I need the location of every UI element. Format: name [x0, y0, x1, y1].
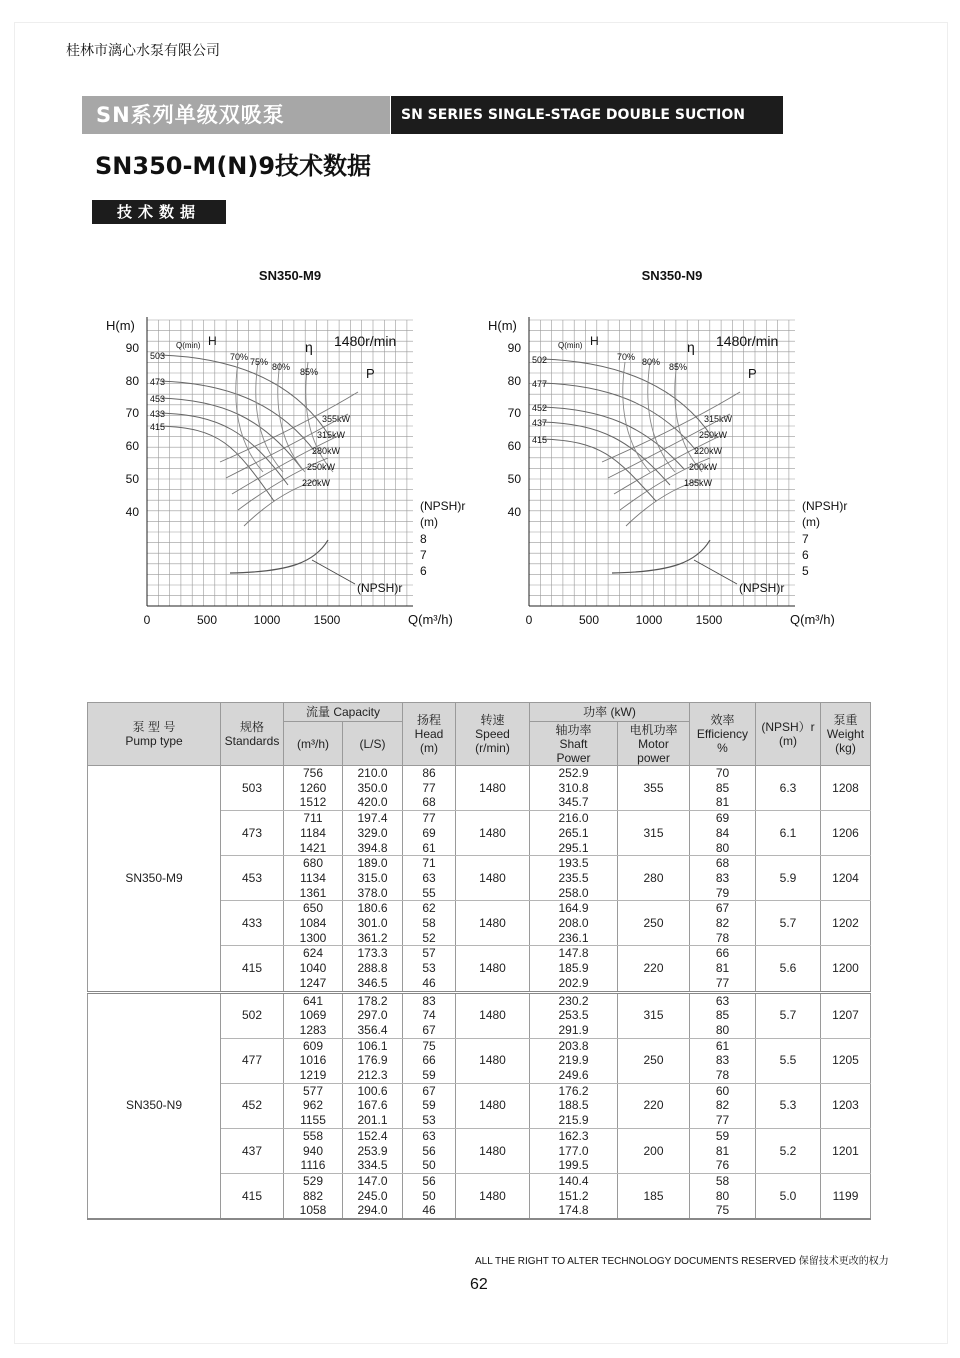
weight-cell: 1208	[821, 766, 871, 811]
diameter-label: 477	[532, 379, 548, 389]
npsh-axis-label: (NPSH)r	[420, 499, 466, 513]
npsh-tick-label: 7	[802, 532, 809, 546]
npsh-tick-label: 6	[420, 564, 427, 578]
standard-cell: 502	[221, 992, 284, 1038]
h-curve-label: H	[590, 334, 599, 348]
motor-power-cell: 220	[618, 946, 690, 992]
speed-cell: 1480	[456, 1038, 530, 1083]
motor-power-cell: 355	[618, 766, 690, 811]
speed-label: 1480r/min	[716, 333, 779, 349]
col-cap-ls: (L/S)	[343, 722, 403, 766]
shaft-power-cell: 203.8 219.9 249.6	[530, 1038, 618, 1083]
col-head: 扬程 Head (m)	[403, 703, 456, 766]
h-tick-label: 40	[507, 505, 521, 519]
npsh-unit-label: (m)	[802, 515, 820, 529]
col-efficiency: 效率 Efficiency %	[690, 703, 756, 766]
capacity-m3h-cell: 529 882 1058	[284, 1173, 343, 1219]
speed-cell: 1480	[456, 856, 530, 901]
q-tick-label: 1500	[695, 613, 723, 627]
npsh-curve	[612, 540, 710, 573]
q-tick-label: 1000	[635, 613, 663, 627]
efficiency-cell: 69 84 80	[690, 811, 756, 856]
head-cell: 62 58 52	[403, 901, 456, 946]
page-number: 62	[470, 1276, 488, 1293]
head-curve-433	[160, 413, 288, 485]
efficiency-cell: 66 81 77	[690, 946, 756, 992]
npsh-cell: 5.3	[756, 1083, 821, 1128]
col-standards: 规格 Standards	[221, 703, 284, 766]
npsh-unit-label: (m)	[420, 515, 438, 529]
motor-power-cell: 250	[618, 1038, 690, 1083]
efficiency-cell: 58 80 75	[690, 1173, 756, 1219]
head-cell: 83 74 67	[403, 992, 456, 1038]
h-tick-label: 80	[125, 374, 139, 388]
power-curve-label: P	[366, 366, 375, 381]
motor-power-cell: 185	[618, 1173, 690, 1219]
h-tick-label: 80	[507, 374, 521, 388]
standard-cell: 503	[221, 766, 284, 811]
capacity-m3h-cell: 756 1260 1512	[284, 766, 343, 811]
q-tick-label: 1000	[253, 613, 281, 627]
performance-chart-n9	[482, 262, 862, 634]
col-speed: 转速 Speed (r/min)	[456, 703, 530, 766]
npsh-tick-label: 5	[802, 564, 809, 578]
capacity-ls-cell: 178.2 297.0 356.4	[343, 992, 403, 1038]
efficiency-label: 80%	[272, 362, 291, 372]
npsh-cell: 6.3	[756, 766, 821, 811]
head-curve-452	[542, 407, 684, 469]
shaft-power-cell: 230.2 253.5 291.9	[530, 992, 618, 1038]
head-cell: 67 59 53	[403, 1083, 456, 1128]
capacity-ls-cell: 173.3 288.8 346.5	[343, 946, 403, 992]
q-tick-label: 500	[578, 613, 600, 627]
efficiency-label: 85%	[669, 362, 688, 372]
qmin-label: Q(min)	[176, 341, 201, 350]
efficiency-cell: 70 85 81	[690, 766, 756, 811]
speed-cell: 1480	[456, 992, 530, 1038]
capacity-ls-cell: 152.4 253.9 334.5	[343, 1128, 403, 1173]
shaft-power-cell: 252.9 310.8 345.7	[530, 766, 618, 811]
capacity-m3h-cell: 558 940 1116	[284, 1128, 343, 1173]
diameter-label: 415	[150, 422, 166, 432]
weight-cell: 1200	[821, 946, 871, 992]
diameter-label: 502	[532, 355, 548, 365]
col-motor-power: 电机功率 Motor power	[618, 722, 690, 766]
efficiency-cell: 59 81 76	[690, 1128, 756, 1173]
q-axis-label: Q(m³/h)	[408, 612, 453, 627]
npsh-curve-label: (NPSH)r	[357, 581, 403, 595]
capacity-ls-cell: 106.1 176.9 212.3	[343, 1038, 403, 1083]
capacity-ls-cell: 100.6 167.6 201.1	[343, 1083, 403, 1128]
capacity-m3h-cell: 711 1184 1421	[284, 811, 343, 856]
shaft-power-cell: 176.2 188.5 215.9	[530, 1083, 618, 1128]
shaft-power-cell: 162.3 177.0 199.5	[530, 1128, 618, 1173]
power-label: 280kW	[312, 446, 341, 456]
capacity-ls-cell: 189.0 315.0 378.0	[343, 856, 403, 901]
chart-title: SN350-N9	[641, 268, 703, 283]
col-cap-m3h: (m³/h)	[284, 722, 343, 766]
col-shaft-power: 轴功率 Shaft Power	[530, 722, 618, 766]
weight-cell: 1206	[821, 811, 871, 856]
efficiency-label: 80%	[642, 357, 661, 367]
speed-label: 1480r/min	[334, 333, 397, 349]
h-tick-label: 70	[125, 406, 139, 420]
h-tick-label: 40	[125, 505, 139, 519]
power-curve-label: P	[748, 366, 757, 381]
head-cell: 57 53 46	[403, 946, 456, 992]
head-cell: 56 50 46	[403, 1173, 456, 1219]
speed-cell: 1480	[456, 811, 530, 856]
weight-cell: 1204	[821, 856, 871, 901]
shaft-power-cell: 140.4 151.2 174.8	[530, 1173, 618, 1219]
diameter-label: 452	[532, 403, 548, 413]
efficiency-curve-label: η	[305, 339, 313, 355]
speed-cell: 1480	[456, 901, 530, 946]
qmin-label: Q(min)	[558, 341, 583, 350]
footer-note: ALL THE RIGHT TO ALTER TECHNOLOGY DOCUMENTS RESERVED 保留技术更改的权力	[475, 1256, 889, 1267]
shaft-power-cell: 193.5 235.5 258.0	[530, 856, 618, 901]
power-label: 200kW	[689, 462, 718, 472]
series-banner-cn: SN系列单级双吸泵	[82, 96, 390, 134]
head-cell: 75 66 59	[403, 1038, 456, 1083]
chart-title: SN350-M9	[258, 268, 322, 283]
speed-cell: 1480	[456, 1173, 530, 1219]
weight-cell: 1203	[821, 1083, 871, 1128]
table-row	[88, 766, 871, 811]
npsh-tick-label: 7	[420, 548, 427, 562]
series-banner-en: SN SERIES SINGLE-STAGE DOUBLE SUCTION PUMPS	[391, 96, 783, 134]
weight-cell: 1199	[821, 1173, 871, 1219]
efficiency-label: 85%	[300, 367, 319, 377]
npsh-tick-label: 6	[802, 548, 809, 562]
capacity-m3h-cell: 650 1084 1300	[284, 901, 343, 946]
standard-cell: 437	[221, 1128, 284, 1173]
weight-cell: 1201	[821, 1128, 871, 1173]
npsh-cell: 5.5	[756, 1038, 821, 1083]
diameter-label: 453	[150, 394, 166, 404]
efficiency-label: 70%	[230, 352, 249, 362]
npsh-tick-label: 8	[420, 532, 427, 546]
col-capacity: 流量 Capacity	[284, 703, 403, 722]
head-curve-415	[542, 439, 656, 501]
h-tick-label: 90	[507, 341, 521, 355]
efficiency-cell: 63 85 80	[690, 992, 756, 1038]
standard-cell: 433	[221, 901, 284, 946]
head-cell: 86 77 68	[403, 766, 456, 811]
standard-cell: 415	[221, 1173, 284, 1219]
h-tick-label: 60	[125, 439, 139, 453]
h-tick-label: 60	[507, 439, 521, 453]
pump-type-cell: SN350-N9	[88, 992, 221, 1219]
q-tick-label: 1500	[313, 613, 341, 627]
efficiency-curve-label: η	[687, 339, 695, 355]
col-power: 功率 (kW)	[530, 703, 690, 722]
npsh-cell: 5.9	[756, 856, 821, 901]
table-row	[88, 992, 871, 1038]
speed-cell: 1480	[456, 1083, 530, 1128]
col-pump-type: 泵 型 号 Pump type	[88, 703, 221, 766]
q-axis-label: Q(m³/h)	[790, 612, 835, 627]
efficiency-cell: 60 82 77	[690, 1083, 756, 1128]
npsh-cell: 5.0	[756, 1173, 821, 1219]
diameter-label: 473	[150, 377, 166, 387]
capacity-m3h-cell: 609 1016 1219	[284, 1038, 343, 1083]
standard-cell: 453	[221, 856, 284, 901]
standard-cell: 452	[221, 1083, 284, 1128]
page-title: SN350-M(N)9技术数据	[95, 152, 372, 180]
efficiency-label: 75%	[250, 357, 269, 367]
efficiency-cell: 68 83 79	[690, 856, 756, 901]
efficiency-cell: 67 82 78	[690, 901, 756, 946]
col-npsh: (NPSH）r (m)	[756, 703, 821, 766]
capacity-ls-cell: 197.4 329.0 394.8	[343, 811, 403, 856]
weight-cell: 1207	[821, 992, 871, 1038]
npsh-axis-label: (NPSH)r	[802, 499, 848, 513]
power-label: 250kW	[699, 430, 728, 440]
motor-power-cell: 200	[618, 1128, 690, 1173]
col-weight: 泵重 Weight (kg)	[821, 703, 871, 766]
capacity-ls-cell: 147.0 245.0 294.0	[343, 1173, 403, 1219]
technical-data-table	[87, 702, 871, 1220]
npsh-cell: 5.6	[756, 946, 821, 992]
power-label: 185kW	[684, 478, 713, 488]
npsh-cell: 5.7	[756, 901, 821, 946]
motor-power-cell: 315	[618, 811, 690, 856]
capacity-m3h-cell: 680 1134 1361	[284, 856, 343, 901]
h-tick-label: 70	[507, 406, 521, 420]
q-tick-label: 0	[143, 613, 151, 627]
diameter-label: 433	[150, 409, 166, 419]
diameter-label: 503	[150, 351, 166, 361]
head-cell: 77 69 61	[403, 811, 456, 856]
motor-power-cell: 280	[618, 856, 690, 901]
efficiency-label: 70%	[617, 352, 636, 362]
motor-power-cell: 315	[618, 992, 690, 1038]
power-label: 315kW	[317, 430, 346, 440]
h-tick-label: 90	[125, 341, 139, 355]
shaft-power-cell: 164.9 208.0 236.1	[530, 901, 618, 946]
head-cell: 63 56 50	[403, 1128, 456, 1173]
shaft-power-cell: 147.8 185.9 202.9	[530, 946, 618, 992]
speed-cell: 1480	[456, 946, 530, 992]
weight-cell: 1205	[821, 1038, 871, 1083]
h-tick-label: 50	[507, 472, 521, 486]
capacity-m3h-cell: 577 962 1155	[284, 1083, 343, 1128]
npsh-cell: 5.2	[756, 1128, 821, 1173]
efficiency-iso-line	[623, 362, 650, 472]
speed-cell: 1480	[456, 766, 530, 811]
chart-grid	[529, 320, 795, 606]
head-cell: 71 63 55	[403, 856, 456, 901]
efficiency-iso-line	[236, 362, 263, 472]
pump-type-cell: SN350-M9	[88, 766, 221, 993]
weight-cell: 1202	[821, 901, 871, 946]
h-tick-label: 50	[125, 472, 139, 486]
power-label: 250kW	[307, 462, 336, 472]
standard-cell: 477	[221, 1038, 284, 1083]
power-label: 220kW	[302, 478, 331, 488]
q-tick-label: 500	[196, 613, 218, 627]
efficiency-cell: 61 83 78	[690, 1038, 756, 1083]
npsh-curve	[230, 540, 328, 573]
npsh-cell: 5.7	[756, 992, 821, 1038]
power-label: 315kW	[704, 414, 733, 424]
capacity-m3h-cell: 641 1069 1283	[284, 992, 343, 1038]
shaft-power-cell: 216.0 265.1 295.1	[530, 811, 618, 856]
performance-chart-m9	[100, 262, 480, 634]
standard-cell: 473	[221, 811, 284, 856]
npsh-curve-label: (NPSH)r	[739, 581, 785, 595]
capacity-ls-cell: 210.0 350.0 420.0	[343, 766, 403, 811]
h-curve-label: H	[208, 334, 217, 348]
speed-cell: 1480	[456, 1128, 530, 1173]
motor-power-cell: 250	[618, 901, 690, 946]
q-tick-label: 0	[525, 613, 533, 627]
h-axis-label: H(m)	[488, 318, 517, 333]
capacity-m3h-cell: 624 1040 1247	[284, 946, 343, 992]
npsh-cell: 6.1	[756, 811, 821, 856]
company-name: 桂林市漓心水泵有限公司	[66, 43, 220, 59]
h-axis-label: H(m)	[106, 318, 135, 333]
diameter-label: 437	[532, 418, 548, 428]
section-label: 技术数据	[92, 200, 226, 224]
power-label: 220kW	[694, 446, 723, 456]
power-label: 355kW	[322, 414, 351, 424]
standard-cell: 415	[221, 946, 284, 992]
motor-power-cell: 220	[618, 1083, 690, 1128]
capacity-ls-cell: 180.6 301.0 361.2	[343, 901, 403, 946]
diameter-label: 415	[532, 435, 548, 445]
